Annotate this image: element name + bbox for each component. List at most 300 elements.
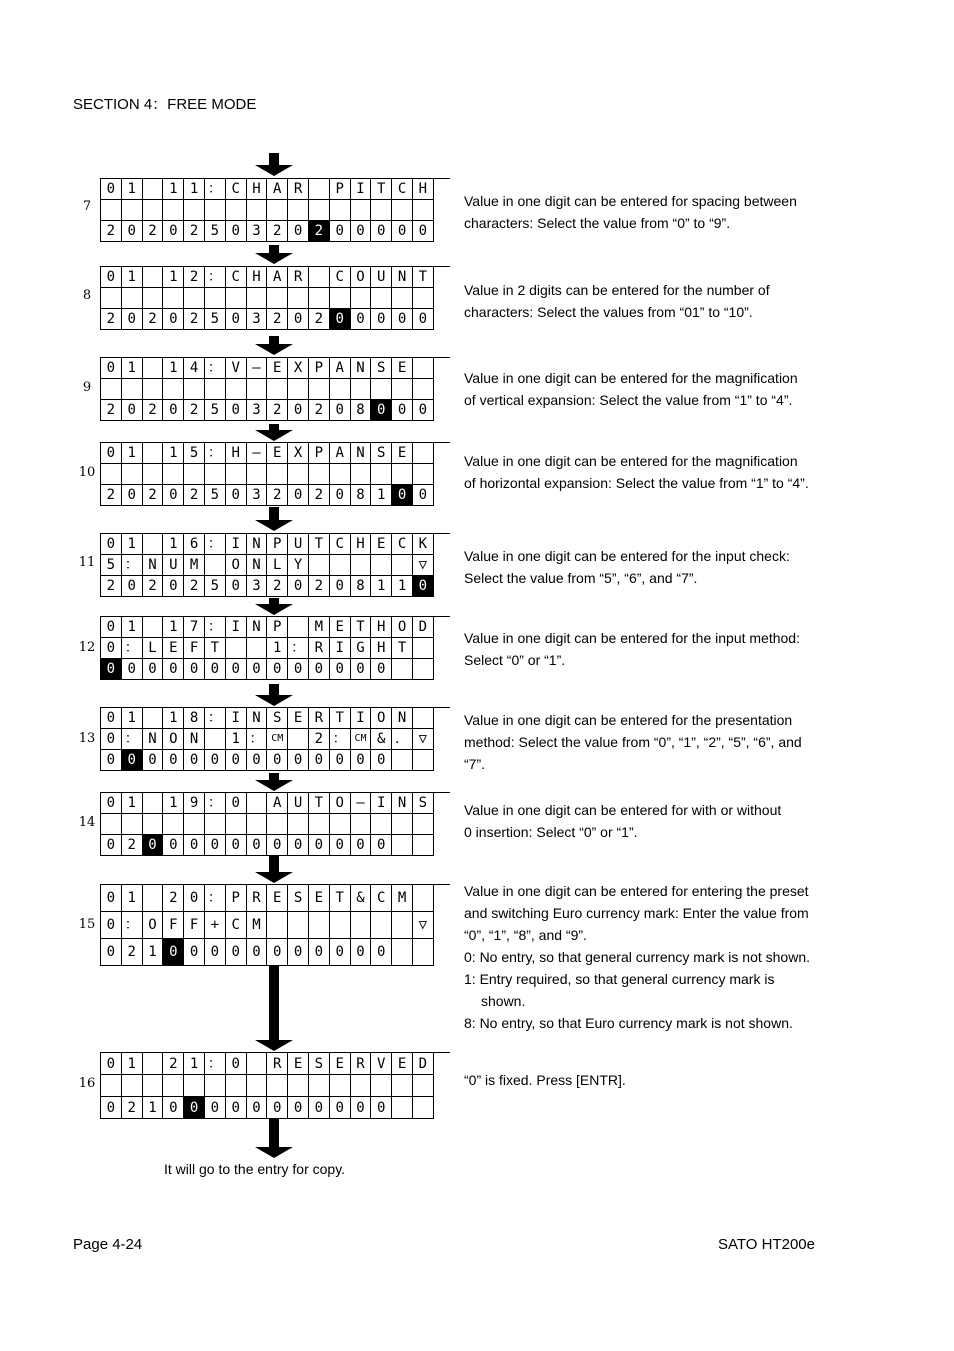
lcd-cell [122,288,143,309]
lcd-cell: U [288,534,309,555]
lcd-cell: 0 [309,835,330,856]
description-line: and switching Euro currency mark: Enter the value from [464,905,809,921]
lcd-cell: O [392,617,413,638]
lcd-cell: ― [247,443,268,464]
lcd-cell: 2 [267,221,288,242]
lcd-cell: 2 [184,576,205,597]
description-line: Value in one digit can be entered for the magnification [464,370,798,386]
lcd-cell: E [330,617,351,638]
lcd-cell [392,1097,413,1119]
lcd-row [101,443,450,464]
lcd-display [100,442,450,506]
down-arrow-icon [255,153,293,176]
down-arrow-icon [255,336,293,355]
lcd-cell [143,443,164,464]
lcd-cell: 0 [101,939,122,966]
lcd-row [101,750,450,771]
lcd-cell [413,638,434,659]
lcd-cell [351,464,372,485]
lcd-cell [163,464,184,485]
lcd-cell: P [309,358,330,379]
lcd-cell: X [288,443,309,464]
lcd-cell: 0 [288,659,309,680]
lcd-cell: T [371,179,392,200]
lcd-cell: 2 [143,221,164,242]
lcd-cell: 0 [101,885,122,912]
flow-end-text: It will go to the entry for copy. [164,1161,346,1177]
description-line: Value in one digit can be entered for the presentation [464,712,793,728]
lcd-cell [247,1053,268,1075]
down-arrow-icon [255,684,293,706]
lcd-cell: M [184,555,205,576]
lcd-cell: 0 [163,750,184,771]
lcd-cell: 0 [247,659,268,680]
lcd-row [101,576,450,597]
step-number: 7 [82,199,92,214]
lcd-cell: 0 [101,708,122,729]
lcd-cell [392,814,413,835]
lcd-cell: 2 [101,309,122,330]
lcd-cell: 0 [351,835,372,856]
lcd-row [101,309,450,330]
lcd-cell: 1 [122,708,143,729]
lcd-cell: 0 [309,750,330,771]
lcd-cell: 0 [226,1053,247,1075]
lcd-cell: 2 [309,400,330,421]
step-description [464,545,849,589]
lcd-cell [143,814,164,835]
lcd-cell: T [330,885,351,912]
description-line: shown. [481,993,526,1009]
lcd-cell [101,288,122,309]
description-line: “0” is fixed. Press [ENTR]. [464,1072,626,1088]
down-arrow-icon [255,245,293,264]
lcd-display [100,357,450,421]
lcd-cell: R [351,1053,372,1075]
lcd-cell: 1 [163,443,184,464]
lcd-cell: 1 [371,576,392,597]
lcd-cell [205,200,226,221]
lcd-cell: T [309,793,330,814]
lcd-cell: 1 [392,576,413,597]
lcd-cell: 5 [205,400,226,421]
lcd-cell: 0 [101,534,122,555]
lcd-cell: 1 [163,617,184,638]
lcd-cell: 9 [184,793,205,814]
lcd-cell: I [226,708,247,729]
lcd-cell: 1 [122,179,143,200]
lcd-cell: S [371,358,392,379]
lcd-cell [184,379,205,400]
lcd-cell: ： [122,555,143,576]
lcd-cell: 1 [163,534,184,555]
lcd-cell: 1 [122,534,143,555]
lcd-cursor-cell: 0 [163,939,184,966]
lcd-cell: 0 [226,221,247,242]
lcd-cell [205,464,226,485]
lcd-cell: 0 [101,750,122,771]
lcd-cell: 0 [226,835,247,856]
lcd-cell [226,638,247,659]
lcd-cell: E [392,358,413,379]
lcd-cell [392,1075,413,1097]
lcd-cell: 0 [101,793,122,814]
lcd-cell [330,200,351,221]
lcd-cell: 8 [351,400,372,421]
description-line: method: Select the value from “0”, “1”, “2”, “5”, “6”, and [464,734,802,750]
lcd-cell [392,939,413,966]
lcd-display [100,178,450,242]
lcd-cell: 0 [288,400,309,421]
lcd-cell: ： [122,912,143,939]
lcd-cell [392,288,413,309]
lcd-cell: 0 [330,400,351,421]
lcd-cell [205,288,226,309]
lcd-cell [309,912,330,939]
lcd-cell: 3 [247,309,268,330]
lcd-cell [330,464,351,485]
lcd-row [101,358,450,379]
lcd-cell: T [309,534,330,555]
lcd-display [100,533,450,597]
lcd-cell: 3 [247,400,268,421]
step-number: 14 [78,815,96,830]
down-arrow-icon [255,598,293,615]
lcd-cell: T [392,638,413,659]
lcd-cell [143,885,164,912]
lcd-cell: 0 [267,750,288,771]
down-arrow-icon [255,424,293,441]
lcd-cell: I [226,617,247,638]
lcd-cell: 1 [122,358,143,379]
lcd-cell: 0 [330,750,351,771]
lcd-cell: H [351,534,372,555]
lcd-cell: H [413,179,434,200]
lcd-cell: R [247,885,268,912]
lcd-cell [371,814,392,835]
lcd-cell [101,200,122,221]
lcd-row [101,555,450,576]
lcd-cell: 0 [267,835,288,856]
lcd-display [100,1052,450,1119]
lcd-cell: P [309,443,330,464]
lcd-cell: 0 [351,750,372,771]
lcd-cell: 2 [101,576,122,597]
lcd-cell: 0 [288,939,309,966]
lcd-cell: C [392,179,413,200]
lcd-cell: N [143,729,164,750]
lcd-cell: P [267,617,288,638]
lcd-cell: V [226,358,247,379]
lcd-cell [371,464,392,485]
lcd-cell: T [351,617,372,638]
lcd-cell: 0 [413,400,434,421]
lcd-cell [122,379,143,400]
step-description [464,880,849,1034]
lcd-cell: O [163,729,184,750]
lcd-cell [413,443,434,464]
lcd-cell: C [330,267,351,288]
lcd-cell: D [413,1053,434,1075]
down-arrow-icon [255,966,293,1051]
lcd-cell: E [163,638,184,659]
lcd-cell: S [309,1053,330,1075]
lcd-cell: 0 [371,750,392,771]
lcd-cursor-cell: 0 [330,309,351,330]
lcd-cell: 1 [163,358,184,379]
lcd-cell: 2 [184,267,205,288]
lcd-cell: C [226,267,247,288]
lcd-cell [184,288,205,309]
lcd-cell: 0 [413,309,434,330]
lcd-cell [413,835,434,856]
lcd-cell: 0 [392,400,413,421]
lcd-cell: E [267,885,288,912]
description-line: 0: No entry, so that general currency mark is not shown. [464,949,811,965]
lcd-cell: E [392,443,413,464]
lcd-cell [247,1075,268,1097]
lcd-cell [351,555,372,576]
lcd-cell: C [371,885,392,912]
step-description [464,1069,849,1091]
lcd-cell: 0 [122,659,143,680]
lcd-cell: 0 [163,221,184,242]
lcd-row [101,912,450,939]
lcd-cell: 0 [101,912,122,939]
lcd-cell: 0 [413,485,434,506]
lcd-cell: C [226,179,247,200]
section-header: SECTION 4：FREE MODE [73,96,257,113]
lcd-cell: N [143,555,164,576]
down-arrow-icon [255,856,293,883]
lcd-cell: ： [330,729,351,750]
lcd-display [100,792,450,856]
lcd-cell: 1 [163,793,184,814]
lcd-cell: S [371,443,392,464]
lcd-row [101,793,450,814]
lcd-cell: & [371,729,392,750]
lcd-cell [226,1075,247,1097]
lcd-cell: 1 [122,885,143,912]
down-arrow-icon [255,507,293,531]
lcd-cell: ： [205,885,226,912]
lcd-cell [413,358,434,379]
lcd-cell [184,464,205,485]
lcd-cell [392,835,413,856]
lcd-cell: 0 [101,443,122,464]
lcd-cell: 0 [226,793,247,814]
lcd-cell [351,1075,372,1097]
description-line: characters: Select the value from “0” to “9”. [464,215,731,231]
description-line: 1: Entry required, so that general currency mark is [464,971,775,987]
lcd-cell [163,379,184,400]
lcd-cursor-cell: 0 [392,485,413,506]
lcd-cell: 2 [267,576,288,597]
lcd-cell: E [288,708,309,729]
lcd-cell: 0 [247,750,268,771]
lcd-cell [247,288,268,309]
lcd-cell [143,1075,164,1097]
lcd-cell [247,200,268,221]
lcd-row [101,885,450,912]
lcd-cell: M [309,617,330,638]
lcd-cell: 1 [163,708,184,729]
lcd-cell: H [371,638,392,659]
lcd-cell [288,814,309,835]
description-line: Value in 2 digits can be entered for the number of [464,282,770,298]
lcd-cell: 8 [351,485,372,506]
lcd-cell [392,659,413,680]
lcd-cell: + [205,912,226,939]
lcd-cell [122,1075,143,1097]
lcd-row [101,485,450,506]
lcd-cell: C [330,534,351,555]
lcd-cell [267,288,288,309]
step-number: 10 [78,465,96,480]
lcd-cell [143,200,164,221]
lcd-cell: 2 [101,485,122,506]
lcd-cell: 0 [122,485,143,506]
description-line: “7”. [464,756,485,772]
lcd-cell: L [267,555,288,576]
lcd-cell: 0 [371,309,392,330]
lcd-cell: D [413,617,434,638]
lcd-cell: 0 [226,1097,247,1119]
lcd-cell [371,288,392,309]
lcd-cell: 0 [330,221,351,242]
lcd-cell [288,464,309,485]
description-line: “0”, “1”, “8”, and “9”. [464,927,587,943]
lcd-cell [309,555,330,576]
lcd-cell: I [330,638,351,659]
lcd-cell: 0 [226,939,247,966]
lcd-cell [413,379,434,400]
lcd-cell: 0 [101,358,122,379]
lcd-cell: 0 [309,1097,330,1119]
step-description [464,279,849,323]
lcd-cell [371,379,392,400]
lcd-cell: 5 [184,443,205,464]
lcd-cell: ： [205,267,226,288]
lcd-cell: 0 [163,309,184,330]
lcd-cell: H [247,179,268,200]
lcd-row [101,814,450,835]
lcd-cell: 0 [122,576,143,597]
lcd-cell [205,1075,226,1097]
lcd-cell: R [267,1053,288,1075]
lcd-cell [392,379,413,400]
lcd-cell: 0 [309,659,330,680]
lcd-cell: N [247,555,268,576]
lcd-cell: 0 [226,659,247,680]
lcd-cell: N [351,443,372,464]
lcd-cell: 0 [163,835,184,856]
lcd-cell: 2 [143,485,164,506]
lcd-cell: A [267,179,288,200]
lcd-cell: 1 [163,267,184,288]
lcd-cell [413,200,434,221]
lcd-cell: 2 [309,309,330,330]
lcd-cell: 0 [205,1097,226,1119]
lcd-cursor-cell: 0 [143,835,164,856]
lcd-cell: ： [122,729,143,750]
lcd-cell: 5 [101,555,122,576]
lcd-cell: P [267,534,288,555]
step-description [464,627,849,671]
lcd-cell [267,379,288,400]
lcd-row [101,659,450,680]
lcd-cell [371,1075,392,1097]
lcd-cell: U [288,793,309,814]
lcd-cell: 0 [392,309,413,330]
lcd-cell: 0 [351,309,372,330]
lcd-cell [101,379,122,400]
lcd-cell: 1 [122,267,143,288]
lcd-cell [330,555,351,576]
lcd-cell: H [371,617,392,638]
lcd-cell: 0 [247,939,268,966]
lcd-cell: 2 [184,485,205,506]
lcd-cell: 1 [184,1053,205,1075]
lcd-cell [371,912,392,939]
lcd-cell [247,638,268,659]
lcd-cell: N [392,708,413,729]
lcd-cell [163,1075,184,1097]
lcd-cell [122,464,143,485]
lcd-cell [288,617,309,638]
lcd-cell: ： [205,708,226,729]
lcd-cell: R [309,708,330,729]
lcd-cell: 0 [267,659,288,680]
description-line: Value in one digit can be entered for with or without [464,802,782,818]
lcd-cell: 2 [184,309,205,330]
lcd-cell: 2 [267,485,288,506]
lcd-cell: 2 [122,835,143,856]
lcd-cursor-cell: 0 [101,659,122,680]
lcd-cell [413,659,434,680]
lcd-cell: 0 [184,835,205,856]
lcd-cell [226,288,247,309]
lcd-cell: H [247,267,268,288]
lcd-cell: A [267,793,288,814]
lcd-cell [143,534,164,555]
lcd-cell: 0 [101,1053,122,1075]
lcd-cell [309,200,330,221]
lcd-row [101,1097,450,1119]
lcd-cell: G [351,638,372,659]
lcd-cell: E [392,1053,413,1075]
lcd-cell: 0 [267,939,288,966]
lcd-cell [163,200,184,221]
step-number: 12 [78,640,96,655]
lcd-cell [309,1075,330,1097]
lcd-cell [226,379,247,400]
lcd-cell: 0 [371,659,392,680]
lcd-cell [371,555,392,576]
lcd-cell: 0 [101,617,122,638]
lcd-cell: 1 [267,638,288,659]
lcd-row [101,379,450,400]
lcd-cell [143,1053,164,1075]
lcd-cell: U [371,267,392,288]
lcd-cell: 1 [122,443,143,464]
lcd-cell: P [330,179,351,200]
lcd-cell [413,885,434,912]
product-name: SATO HT200e [718,1236,815,1253]
lcd-cell: 2 [267,400,288,421]
lcd-cell: R [309,638,330,659]
description-line: of vertical expansion: Select the value from “1” to “4”. [464,392,793,408]
